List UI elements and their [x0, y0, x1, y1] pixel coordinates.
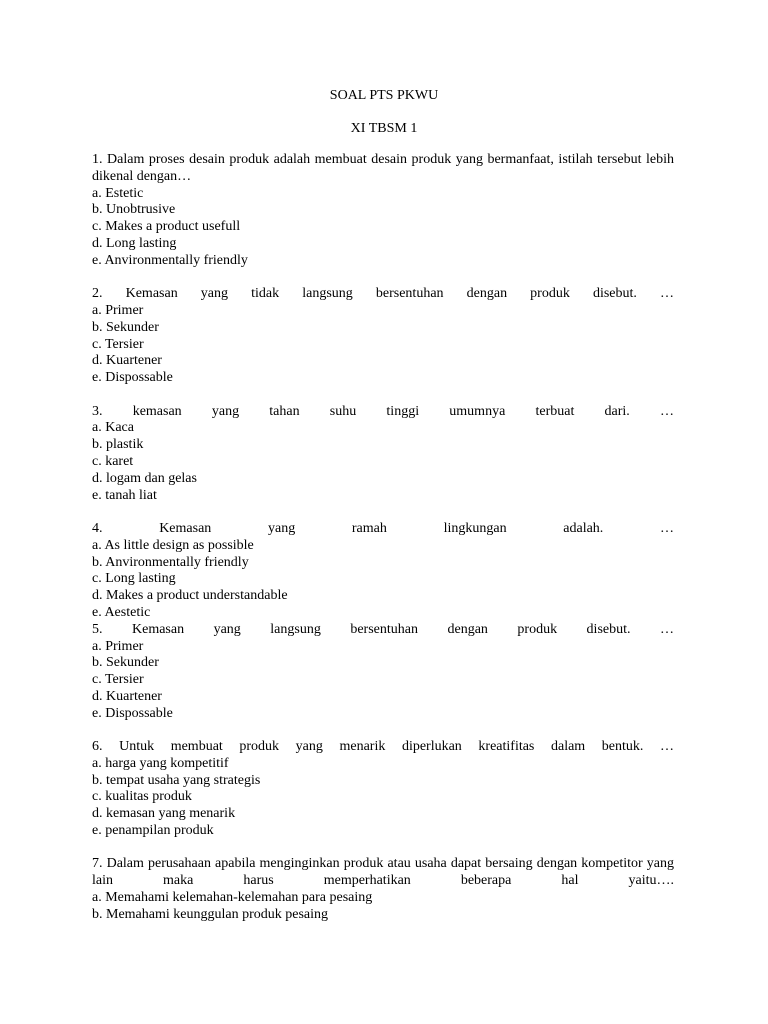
option-a: a. Memahami kelemahan-kelemahan para pesaing: [92, 890, 373, 906]
option-b: b. Sekunder: [92, 655, 159, 671]
question-7: [92, 856, 674, 923]
option-d: d. logam dan gelas: [92, 470, 197, 486]
option-d: d. Kuartener: [92, 688, 162, 704]
option-c: c. karet: [92, 453, 134, 469]
option-c: c. kualitas produk: [92, 789, 192, 805]
option-c: c. Makes a product usefull: [92, 219, 241, 235]
question-2: [92, 286, 674, 387]
question-4: [92, 521, 674, 622]
option-e: e. Dispossable: [92, 705, 173, 721]
option-b: b. plastik: [92, 437, 144, 453]
option-a: a. As little design as possible: [92, 537, 254, 553]
option-b: b. Memahami keunggulan produk pesaing: [92, 906, 329, 922]
question-5: [92, 622, 674, 723]
option-d: d. Long lasting: [92, 235, 177, 251]
option-e: e. Aestetic: [92, 604, 151, 620]
option-b: b. Sekunder: [92, 319, 159, 335]
option-c: c. Tersier: [92, 336, 144, 352]
option-c: c. Tersier: [92, 672, 144, 688]
question-3: [92, 404, 674, 505]
option-e: e. tanah liat: [92, 487, 157, 503]
option-d: d. Makes a product understandable: [92, 588, 288, 604]
option-a: a. Primer: [92, 302, 144, 318]
question-stem: 3. kemasan yang tahan suhu tinggi umumnya terbuat dari. …: [92, 403, 674, 419]
class-label: XI TBSM 1: [350, 121, 418, 136]
question-6: [92, 739, 674, 840]
question-stem: 2. Kemasan yang tidak langsung bersentuhan dengan produk disebut. …: [92, 286, 674, 302]
option-b: b. Unobtrusive: [92, 202, 176, 218]
option-d: d. kemasan yang menarik: [92, 806, 236, 822]
option-a: a. Estetic: [92, 185, 144, 201]
question-stem: 6. Untuk membuat produk yang menarik diperlukan kreatifitas dalam bentuk. …: [92, 739, 674, 755]
option-a: a. harga yang kompetitif: [92, 755, 229, 771]
question-list: [92, 152, 674, 924]
option-c: c. Long lasting: [92, 571, 176, 587]
option-b: b. Anvironmentally friendly: [92, 554, 249, 570]
option-d: d. Kuartener: [92, 353, 162, 369]
question-stem: 5. Kemasan yang langsung bersentuhan dengan produk disebut. …: [92, 621, 674, 637]
question-1: [92, 152, 674, 270]
document-title: SOAL PTS PKWU: [329, 88, 439, 103]
question-stem: 7. Dalam perusahaan apabila menginginkan produk atau usaha dapat bersaing dengan kompetitor yang lain maka harus memperhatikan beberapa hal yaitu….: [92, 856, 674, 889]
question-stem: 1. Dalam proses desain produk adalah membuat desain produk yang bermanfaat, istilah tersebut lebih dikenal dengan…: [92, 152, 674, 184]
option-e: e. Anvironmentally friendly: [92, 252, 248, 268]
option-e: e. Dispossable: [92, 370, 173, 386]
option-b: b. tempat usaha yang strategis: [92, 772, 261, 788]
option-a: a. Kaca: [92, 420, 134, 436]
option-a: a. Primer: [92, 638, 144, 654]
question-stem: 4. Kemasan yang ramah lingkungan adalah. …: [92, 520, 674, 536]
option-e: e. penampilan produk: [92, 823, 214, 839]
